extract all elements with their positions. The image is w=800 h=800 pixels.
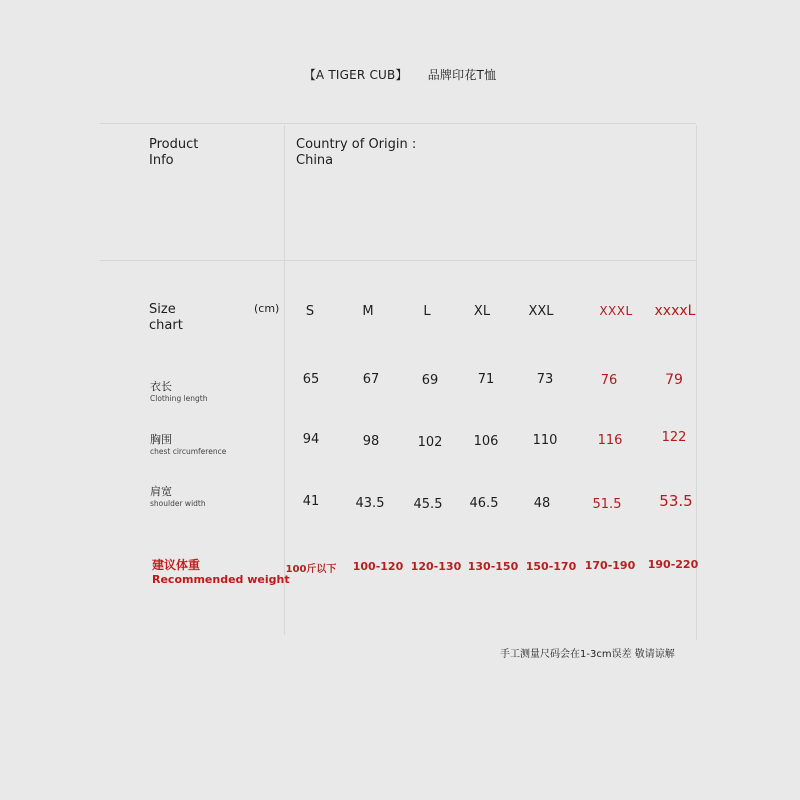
product-info-label: Product Info <box>149 137 199 168</box>
size-header: XXL <box>528 304 554 319</box>
middle-divider <box>100 260 696 261</box>
size-header: xxxxL <box>654 303 696 319</box>
table-cell: 79 <box>665 372 683 388</box>
measurement-note: 手工测量尺码会在1-3cm误差 敬请谅解 <box>500 649 675 660</box>
page-title <box>0 66 800 83</box>
table-cell: 106 <box>473 434 499 449</box>
table-cell: 190-220 <box>647 558 699 571</box>
table-cell: 130-150 <box>467 560 519 573</box>
row-label-shoulder: 肩宽 shoulder width <box>150 485 206 508</box>
row-label-clothing-length: 衣长 Clothing length <box>150 380 208 403</box>
table-cell: 120-130 <box>410 560 462 573</box>
table-cell: 48 <box>533 496 551 511</box>
table-cell: 98 <box>362 434 380 449</box>
table-cell: 69 <box>421 373 439 388</box>
table-cell: 73 <box>536 372 554 387</box>
size-header: M <box>362 304 374 319</box>
product-title: 品牌印花T恤 <box>427 68 497 82</box>
unit-label: (cm) <box>254 302 280 315</box>
table-cell: 65 <box>302 372 320 387</box>
size-header: XL <box>473 304 491 319</box>
table-cell: 110 <box>532 433 558 448</box>
table-cell: 76 <box>600 373 618 388</box>
row-label-chest: 胸围 chest circumference <box>150 433 227 456</box>
size-header: S <box>305 304 315 319</box>
table-cell: 116 <box>597 433 623 448</box>
origin-info <box>296 137 416 169</box>
table-cell: 53.5 <box>659 492 693 510</box>
origin-value: China <box>296 153 334 168</box>
size-chart-label: Size chart <box>149 302 183 333</box>
table-cell: 100-120 <box>352 560 404 573</box>
table-cell: 150-170 <box>525 560 577 573</box>
table-cell: 71 <box>477 372 495 387</box>
table-cell: 122 <box>661 430 687 445</box>
table-cell: 45.5 <box>413 497 443 512</box>
table-cell: 102 <box>417 435 443 450</box>
top-divider <box>100 123 696 124</box>
table-cell: 94 <box>302 432 320 447</box>
table-cell: 100斤以下 <box>285 564 337 575</box>
size-header: L <box>423 304 431 319</box>
table-cell: 51.5 <box>592 497 622 512</box>
table-cell: 41 <box>302 494 320 509</box>
table-cell: 46.5 <box>469 496 499 511</box>
row-label-recommended-weight: 建议体重 Recommended weight <box>152 558 290 586</box>
size-header: XXXL <box>599 304 633 318</box>
brand-name: 【A TIGER CUB】 <box>303 68 408 82</box>
table-cell: 67 <box>362 372 380 387</box>
origin-label: Country of Origin : <box>296 137 417 152</box>
table-cell: 170-190 <box>584 559 636 572</box>
table-cell: 43.5 <box>355 496 385 511</box>
